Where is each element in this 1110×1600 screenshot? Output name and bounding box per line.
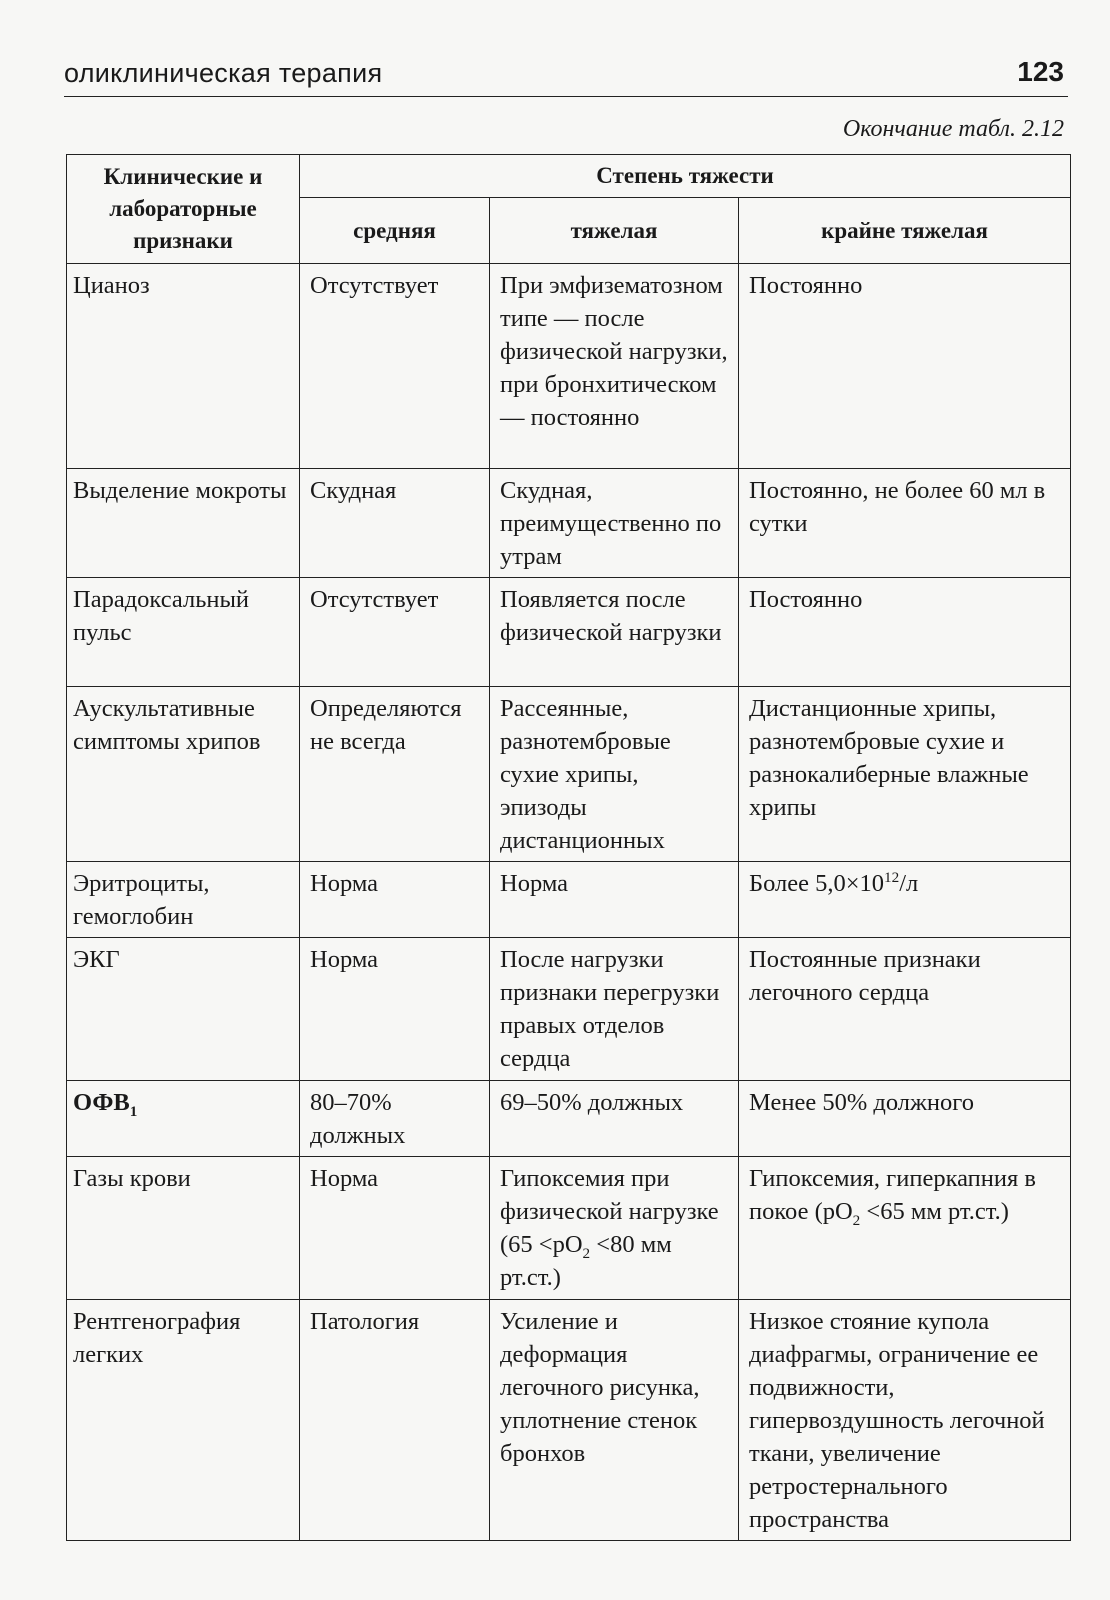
cell-sign: Парадоксальный пульс: [67, 578, 300, 687]
cell-severe: Усиление и деформация легочного рисунка, уплотнение стенок бронхов: [490, 1300, 739, 1541]
header-extremely-severe: крайне тяжелая: [739, 198, 1071, 264]
po2-subscript: 2: [852, 1211, 861, 1229]
severity-table: [66, 154, 1071, 1541]
cell-sign: [67, 1081, 300, 1157]
cell-severe: При эмфизематозном типе — после физической нагрузки, при бронхитическом — постоянно: [490, 264, 739, 469]
cell-severe: Рассеянные, разнотембровые сухие хрипы, эпизоды дистанционных: [490, 687, 739, 862]
cell-severe: После нагрузки признаки перегрузки правых отделов сердца: [490, 938, 739, 1081]
rbc-value-unit: /л: [899, 870, 919, 897]
cell-extremely-severe: Постоянно, не более 60 мл в сутки: [739, 469, 1071, 578]
table-row: [67, 687, 1071, 862]
blood-gas-extreme-text: Гипоксемия, гиперкапния в покое (pO: [749, 1165, 1036, 1225]
blood-gas-severe-text: Гипоксемия при физической нагрузке (65 <pO: [500, 1165, 719, 1258]
cell-moderate: Норма: [300, 862, 490, 938]
cell-extremely-severe: [739, 1157, 1071, 1300]
blood-gas-extreme-text-end: <65 мм рт.ст.): [860, 1198, 1009, 1225]
table-row: [67, 1157, 1071, 1300]
cell-sign: Выделение мокроты: [67, 469, 300, 578]
table-row: [67, 469, 1071, 578]
cell-extremely-severe: Постоянные признаки легочного сердца: [739, 938, 1071, 1081]
cell-extremely-severe: Постоянно: [739, 264, 1071, 469]
rbc-value-prefix: Более 5,0×10: [749, 870, 885, 897]
fev-subscript: 1: [129, 1102, 138, 1120]
cell-extremely-severe: Дистанционные хрипы, разнотембровые сухие и разнокалиберные влажные хрипы: [739, 687, 1071, 862]
cell-extremely-severe: Низкое стояние купола диафрагмы, ограничение ее подвижности, гипервоздушность легочной ткани, увеличение ретростернального пространства: [739, 1300, 1071, 1541]
cell-severe: 69–50% должных: [490, 1081, 739, 1157]
rbc-value-exponent: 12: [884, 868, 900, 886]
running-header-title: оликлиническая терапия: [64, 58, 383, 88]
cell-sign: Газы крови: [67, 1157, 300, 1300]
table-row: [67, 264, 1071, 469]
po2-subscript: 2: [582, 1244, 591, 1262]
cell-moderate: Отсутствует: [300, 264, 490, 469]
cell-sign: Аускультативные симптомы хрипов: [67, 687, 300, 862]
table-row: [67, 938, 1071, 1081]
table-row: [67, 1081, 1071, 1157]
cell-severe: Появляется после физической нагрузки: [490, 578, 739, 687]
blood-gas-severe-text-end: <80 мм рт.ст.): [500, 1231, 672, 1291]
cell-severe: Скудная, преимущественно по утрам: [490, 469, 739, 578]
fev-label: ОФВ: [73, 1089, 130, 1116]
cell-sign: Цианоз: [67, 264, 300, 469]
table-caption: Окончание табл. 2.12: [842, 116, 1064, 142]
header-severity: Степень тяжести: [300, 155, 1071, 198]
cell-moderate: Отсутствует: [300, 578, 490, 687]
cell-moderate: Норма: [300, 938, 490, 1081]
cell-severe: [490, 1157, 739, 1300]
page-number: 123: [1017, 56, 1064, 87]
header-moderate: средняя: [300, 198, 490, 264]
cell-sign: Рентгенография легких: [67, 1300, 300, 1541]
header-signs: Клинические и лабораторные признаки: [67, 155, 300, 264]
table-row: [67, 862, 1071, 938]
cell-severe: Норма: [490, 862, 739, 938]
cell-moderate: Норма: [300, 1157, 490, 1300]
cell-extremely-severe: Менее 50% должного: [739, 1081, 1071, 1157]
cell-sign: ЭКГ: [67, 938, 300, 1081]
cell-sign: Эритроциты, гемоглобин: [67, 862, 300, 938]
table-row: [67, 578, 1071, 687]
cell-moderate: Патология: [300, 1300, 490, 1541]
table-row: [67, 1300, 1071, 1541]
header-severe: тяжелая: [490, 198, 739, 264]
cell-moderate: 80–70% должных: [300, 1081, 490, 1157]
cell-moderate: Скудная: [300, 469, 490, 578]
cell-extremely-severe: [739, 862, 1071, 938]
cell-moderate: Определяются не всегда: [300, 687, 490, 862]
header-rule: [64, 96, 1068, 97]
cell-extremely-severe: Постоянно: [739, 578, 1071, 687]
